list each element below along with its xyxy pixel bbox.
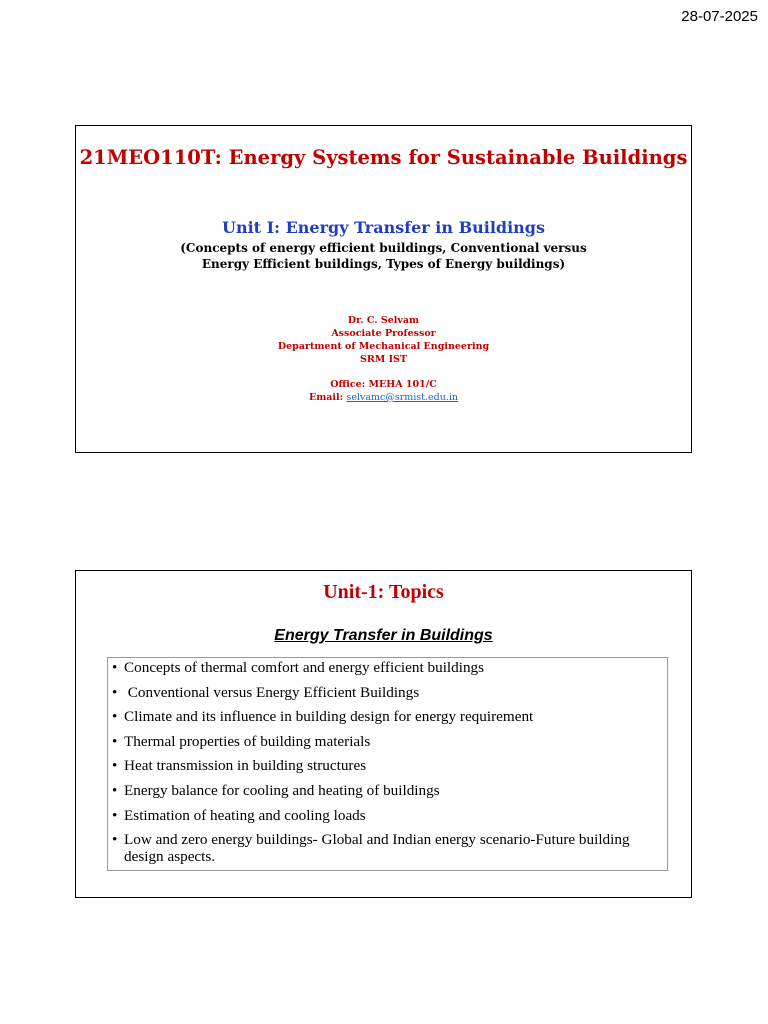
bullet: • xyxy=(112,806,118,824)
topic-item xyxy=(112,708,663,725)
topic-text: Energy balance for cooling and heating of buildings xyxy=(124,781,440,799)
topics-box xyxy=(107,657,668,871)
spacer xyxy=(76,366,691,378)
bullet: • xyxy=(112,757,118,775)
author-block xyxy=(76,314,691,404)
unit-subtitle-line-1: (Concepts of energy efficient buildings, Conventional versus xyxy=(180,241,587,255)
topic-text: Conventional versus Energy Efficient Buildings xyxy=(124,683,420,701)
unit-title: Unit I: Energy Transfer in Buildings xyxy=(221,218,545,237)
topic-text: Estimation of heating and cooling loads xyxy=(124,806,366,824)
author-role: Associate Professor xyxy=(331,328,436,339)
bullet: • xyxy=(112,831,118,849)
topic-text: Concepts of thermal comfort and energy efficient buildings xyxy=(124,659,485,676)
topic-item xyxy=(112,757,663,774)
course-title: 21MEO110T: Energy Systems for Sustainable Buildings xyxy=(79,146,688,169)
bullet: • xyxy=(112,683,118,701)
topics-subtitle-text: Energy Transfer in Buildings xyxy=(274,627,493,644)
bullet: • xyxy=(112,781,118,799)
bullet: • xyxy=(112,732,118,750)
topic-text: Thermal properties of building materials xyxy=(124,732,371,750)
topic-item xyxy=(112,684,663,701)
topic-text: Heat transmission in building structures xyxy=(124,757,367,775)
author-institution: SRM IST xyxy=(360,354,407,365)
topic-text: Low and zero energy buildings- Global and Indian energy scenario-Future building design aspects. xyxy=(124,831,630,866)
topics-title: Unit-1: Topics xyxy=(323,581,444,603)
email-row xyxy=(76,391,691,404)
title-slide xyxy=(75,125,692,453)
topics-list xyxy=(112,659,663,865)
unit-subtitle xyxy=(76,240,691,272)
unit-subtitle-line-2: Energy Efficient buildings, Types of Energy buildings) xyxy=(201,257,566,271)
page-date: 28-07-2025 xyxy=(681,8,758,25)
email-label: Email: xyxy=(308,392,344,403)
topic-item xyxy=(112,733,663,750)
office-info: Office: MEHA 101/C xyxy=(330,379,437,390)
topic-item xyxy=(112,782,663,799)
topics-subtitle xyxy=(76,627,691,645)
topic-text: Climate and its influence in building design for energy requirement xyxy=(124,708,534,726)
author-department: Department of Mechanical Engineering xyxy=(277,341,490,352)
topic-item xyxy=(112,831,663,865)
bullet: • xyxy=(112,659,118,676)
topic-item xyxy=(112,807,663,824)
email-link[interactable]: selvamc@srmist.edu.in xyxy=(346,392,459,403)
bullet: • xyxy=(112,708,118,726)
topic-item xyxy=(112,659,663,676)
topics-slide xyxy=(75,570,692,898)
author-name: Dr. C. Selvam xyxy=(347,315,420,326)
